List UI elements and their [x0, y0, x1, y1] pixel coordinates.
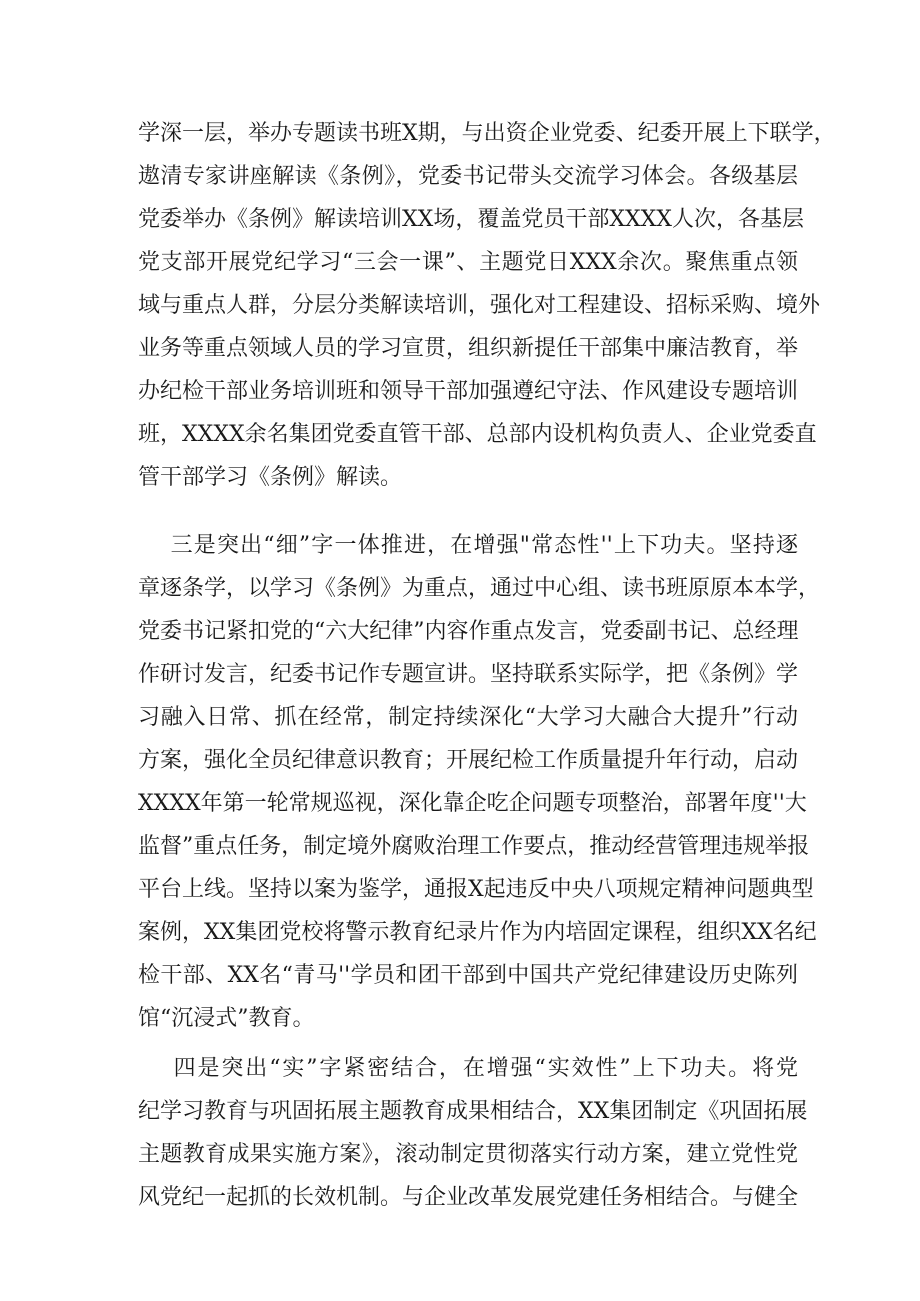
text-line: 办纪检干部业务培训班和领导干部加强遵纪守法、作风建设专题培训 [138, 379, 799, 404]
text-line: 馆“沉浸式”教育。 [138, 1006, 315, 1031]
paragraph-spacer [138, 499, 798, 524]
text-line: XXXX年第一轮常规巡视，深化靠企吃企问题专项整治，部署年度''大 [138, 791, 807, 816]
text-line: 案例，XX集团党校将警示教育纪录片作为内培固定课程，组织XX名纪 [138, 920, 817, 945]
text-line: 纪学习教育与巩固拓展主题教育成果相结合，XX集团制定《巩固拓展 [138, 1099, 808, 1124]
document-body [138, 112, 836, 1219]
text-line: 管干部学习《条例》解读。 [138, 465, 403, 490]
text-line: 学深一层，举办专题读书班X期，与出资企业党委、纪委开展上下联学， [138, 121, 836, 146]
text-line: 风党纪一起抓的长效机制。与企业改革发展党建任务相结合。与健全 [138, 1185, 799, 1210]
text-line: 三是突出“细”字一体推进，在增强"常态性''上下功夫。坚持逐 [138, 533, 798, 558]
text-line: 党支部开展党纪学习“三会一课”、主题党日XXX余次。聚焦重点领 [138, 250, 798, 275]
text-line: 主题教育成果实施方案》，滚动制定贯彻落实行动方案，建立党性党 [138, 1142, 798, 1167]
text-line: 业务等重点领域人员的学习宣贯，组织新提任干部集中廉洁教育，举 [138, 336, 799, 361]
text-line: 遨清专家讲座解读《条例》，党委书记带头交流学习体会。各级基层 [138, 164, 798, 189]
text-line: 党委举办《条例》解读培训XX场，覆盖党员干部XXXX人次，各基层 [138, 207, 804, 232]
paragraph-3 [138, 1047, 808, 1219]
text-line: 班，XXXX余名集团党委直管干部、总部内设机构负责人、企业党委直 [138, 422, 817, 447]
text-line: 方案，强化全员纪律意识教育；开展纪检工作质量提升年行动，启动 [138, 748, 799, 773]
text-line: 四是突出“实”字紧密结合，在增强“实效性”上下功夫。将党 [138, 1056, 798, 1081]
text-line: 监督”重点任务，制定境外腐败治理工作要点，推动经营管理违规举报 [138, 834, 810, 859]
text-line: 党委书记紧扣党的“六大纪律”内容作重点发言，党委副书记、总经理 [138, 619, 799, 644]
text-line: 平台上线。坚持以案为鉴学，通报X起违反中央八项规定精神问题典型 [138, 877, 814, 902]
text-line: 检干部、XX名“青马''学员和团干部到中国共产党纪律建设历史陈列 [138, 963, 798, 988]
paragraph-1 [138, 112, 836, 499]
text-line: 作研讨发言，纪委书记作专题宣讲。坚持联系实际学，把《条例》学 [138, 662, 799, 687]
paragraph-2 [138, 524, 821, 1040]
text-line: 域与重点人群，分层分类解读培训，强化对工程建设、招标采购、境外 [138, 293, 821, 318]
text-line: 章逐条学，以学习《条例》为重点，通过中心组、读书班原原本本学， [138, 576, 821, 601]
paragraph-spacer [138, 1040, 798, 1047]
text-line: 习融入日常、抓在经常，制定持续深化“大学习大融合大提升”行动 [138, 705, 798, 730]
